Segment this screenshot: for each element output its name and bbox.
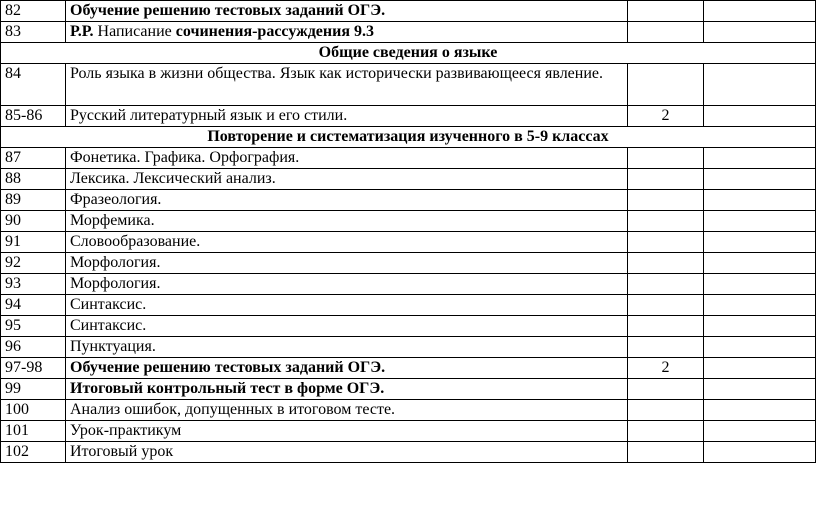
lesson-topic-text: Фразеология. [70, 191, 162, 208]
lesson-number: 100 [1, 400, 66, 421]
lesson-topic-text: Лексика. Лексический анализ. [70, 170, 276, 187]
lesson-row [1, 316, 816, 337]
lesson-row [1, 190, 816, 211]
lesson-row [1, 400, 816, 421]
lesson-topic-text: Роль языка в жизни общества. Язык как исторически развивающееся явление. [70, 65, 603, 82]
lesson-topic [66, 1, 628, 22]
lesson-topic-text: Русский литературный язык и его стили. [70, 107, 348, 124]
lesson-hours [628, 400, 704, 421]
lesson-date-cell [704, 337, 816, 358]
lesson-hours [628, 190, 704, 211]
section-header-row [1, 127, 816, 148]
lesson-date-cell [704, 106, 816, 127]
lesson-topic-text: Словообразование. [70, 233, 201, 250]
lesson-hours [628, 442, 704, 463]
lesson-hours [628, 295, 704, 316]
lesson-topic-text: сочинения-рассуждения 9.3 [175, 23, 374, 40]
lesson-hours [628, 421, 704, 442]
lesson-topic [66, 169, 628, 190]
lesson-topic [66, 400, 628, 421]
lesson-topic [66, 106, 628, 127]
lesson-number: 91 [1, 232, 66, 253]
lesson-row [1, 232, 816, 253]
lesson-topic-text: Морфология. [70, 254, 161, 271]
lesson-hours [628, 232, 704, 253]
lesson-row [1, 358, 816, 379]
lesson-date-cell [704, 400, 816, 421]
lesson-row [1, 274, 816, 295]
lesson-number: 94 [1, 295, 66, 316]
lesson-number: 95 [1, 316, 66, 337]
lesson-row [1, 148, 816, 169]
lesson-topic-text: Итоговый контрольный тест в форме ОГЭ. [70, 380, 385, 397]
lesson-hours: 2 [628, 358, 704, 379]
lesson-date-cell [704, 148, 816, 169]
lesson-topic-text: Написание [97, 23, 176, 40]
lesson-row [1, 22, 816, 43]
lesson-date-cell [704, 211, 816, 232]
lesson-date-cell [704, 421, 816, 442]
lesson-number: 92 [1, 253, 66, 274]
lesson-hours [628, 211, 704, 232]
lesson-date-cell [704, 358, 816, 379]
lesson-number: 82 [1, 1, 66, 22]
lesson-row [1, 211, 816, 232]
lesson-row [1, 442, 816, 463]
lesson-hours [628, 1, 704, 22]
lesson-plan-body [1, 1, 816, 463]
lesson-number: 84 [1, 64, 66, 106]
lesson-number: 101 [1, 421, 66, 442]
lesson-date-cell [704, 190, 816, 211]
lesson-hours [628, 253, 704, 274]
lesson-topic [66, 148, 628, 169]
lesson-topic-text: Итоговый урок [70, 443, 174, 460]
lesson-topic-text: Синтаксис. [70, 296, 147, 313]
lesson-row [1, 1, 816, 22]
lesson-topic [66, 232, 628, 253]
lesson-date-cell [704, 64, 816, 106]
lesson-row [1, 421, 816, 442]
lesson-date-cell [704, 253, 816, 274]
lesson-topic [66, 253, 628, 274]
lesson-hours [628, 316, 704, 337]
lesson-topic-text: Морфемика. [70, 212, 155, 229]
lesson-topic [66, 274, 628, 295]
lesson-date-cell [704, 169, 816, 190]
lesson-topic [66, 442, 628, 463]
lesson-topic-text: Р.Р. [70, 23, 98, 40]
lesson-topic [66, 22, 628, 43]
lesson-date-cell [704, 316, 816, 337]
lesson-number: 97-98 [1, 358, 66, 379]
lesson-number: 96 [1, 337, 66, 358]
lesson-topic [66, 379, 628, 400]
lesson-date-cell [704, 22, 816, 43]
lesson-date-cell [704, 379, 816, 400]
lesson-hours [628, 148, 704, 169]
section-title: Общие сведения о языке [1, 43, 816, 64]
lesson-row [1, 64, 816, 106]
lesson-topic [66, 190, 628, 211]
lesson-topic [66, 337, 628, 358]
lesson-topic [66, 316, 628, 337]
lesson-row [1, 253, 816, 274]
lesson-hours [628, 274, 704, 295]
lesson-hours: 2 [628, 106, 704, 127]
section-title: Повторение и систематизация изученного в 5-9 классах [1, 127, 816, 148]
lesson-number: 85-86 [1, 106, 66, 127]
lesson-date-cell [704, 442, 816, 463]
lesson-number: 102 [1, 442, 66, 463]
lesson-topic-text: Обучение решению тестовых заданий ОГЭ. [70, 359, 386, 376]
lesson-row [1, 169, 816, 190]
lesson-hours [628, 169, 704, 190]
lesson-hours [628, 337, 704, 358]
lesson-date-cell [704, 1, 816, 22]
lesson-hours [628, 22, 704, 43]
lesson-hours [628, 64, 704, 106]
lesson-topic-text: Обучение решению тестовых заданий ОГЭ. [70, 2, 386, 19]
lesson-number: 89 [1, 190, 66, 211]
lesson-topic [66, 421, 628, 442]
lesson-topic-text: Анализ ошибок, допущенных в итоговом тесте. [70, 401, 396, 418]
lesson-date-cell [704, 295, 816, 316]
lesson-number: 83 [1, 22, 66, 43]
lesson-number: 93 [1, 274, 66, 295]
lesson-number: 99 [1, 379, 66, 400]
lesson-topic-text: Урок-практикум [70, 422, 182, 439]
lesson-topic-text: Фонетика. Графика. Орфография. [70, 149, 300, 166]
lesson-number: 88 [1, 169, 66, 190]
lesson-number: 87 [1, 148, 66, 169]
lesson-row [1, 337, 816, 358]
lesson-row [1, 106, 816, 127]
lesson-row [1, 379, 816, 400]
lesson-topic-text: Пунктуация. [70, 338, 156, 355]
section-header-row [1, 43, 816, 64]
lesson-topic [66, 211, 628, 232]
lesson-topic-text: Синтаксис. [70, 317, 147, 334]
lesson-topic [66, 358, 628, 379]
lesson-topic [66, 295, 628, 316]
lesson-row [1, 295, 816, 316]
lesson-number: 90 [1, 211, 66, 232]
lesson-topic-text: Морфология. [70, 275, 161, 292]
lesson-date-cell [704, 274, 816, 295]
lesson-topic [66, 64, 628, 106]
lesson-date-cell [704, 232, 816, 253]
lesson-hours [628, 379, 704, 400]
